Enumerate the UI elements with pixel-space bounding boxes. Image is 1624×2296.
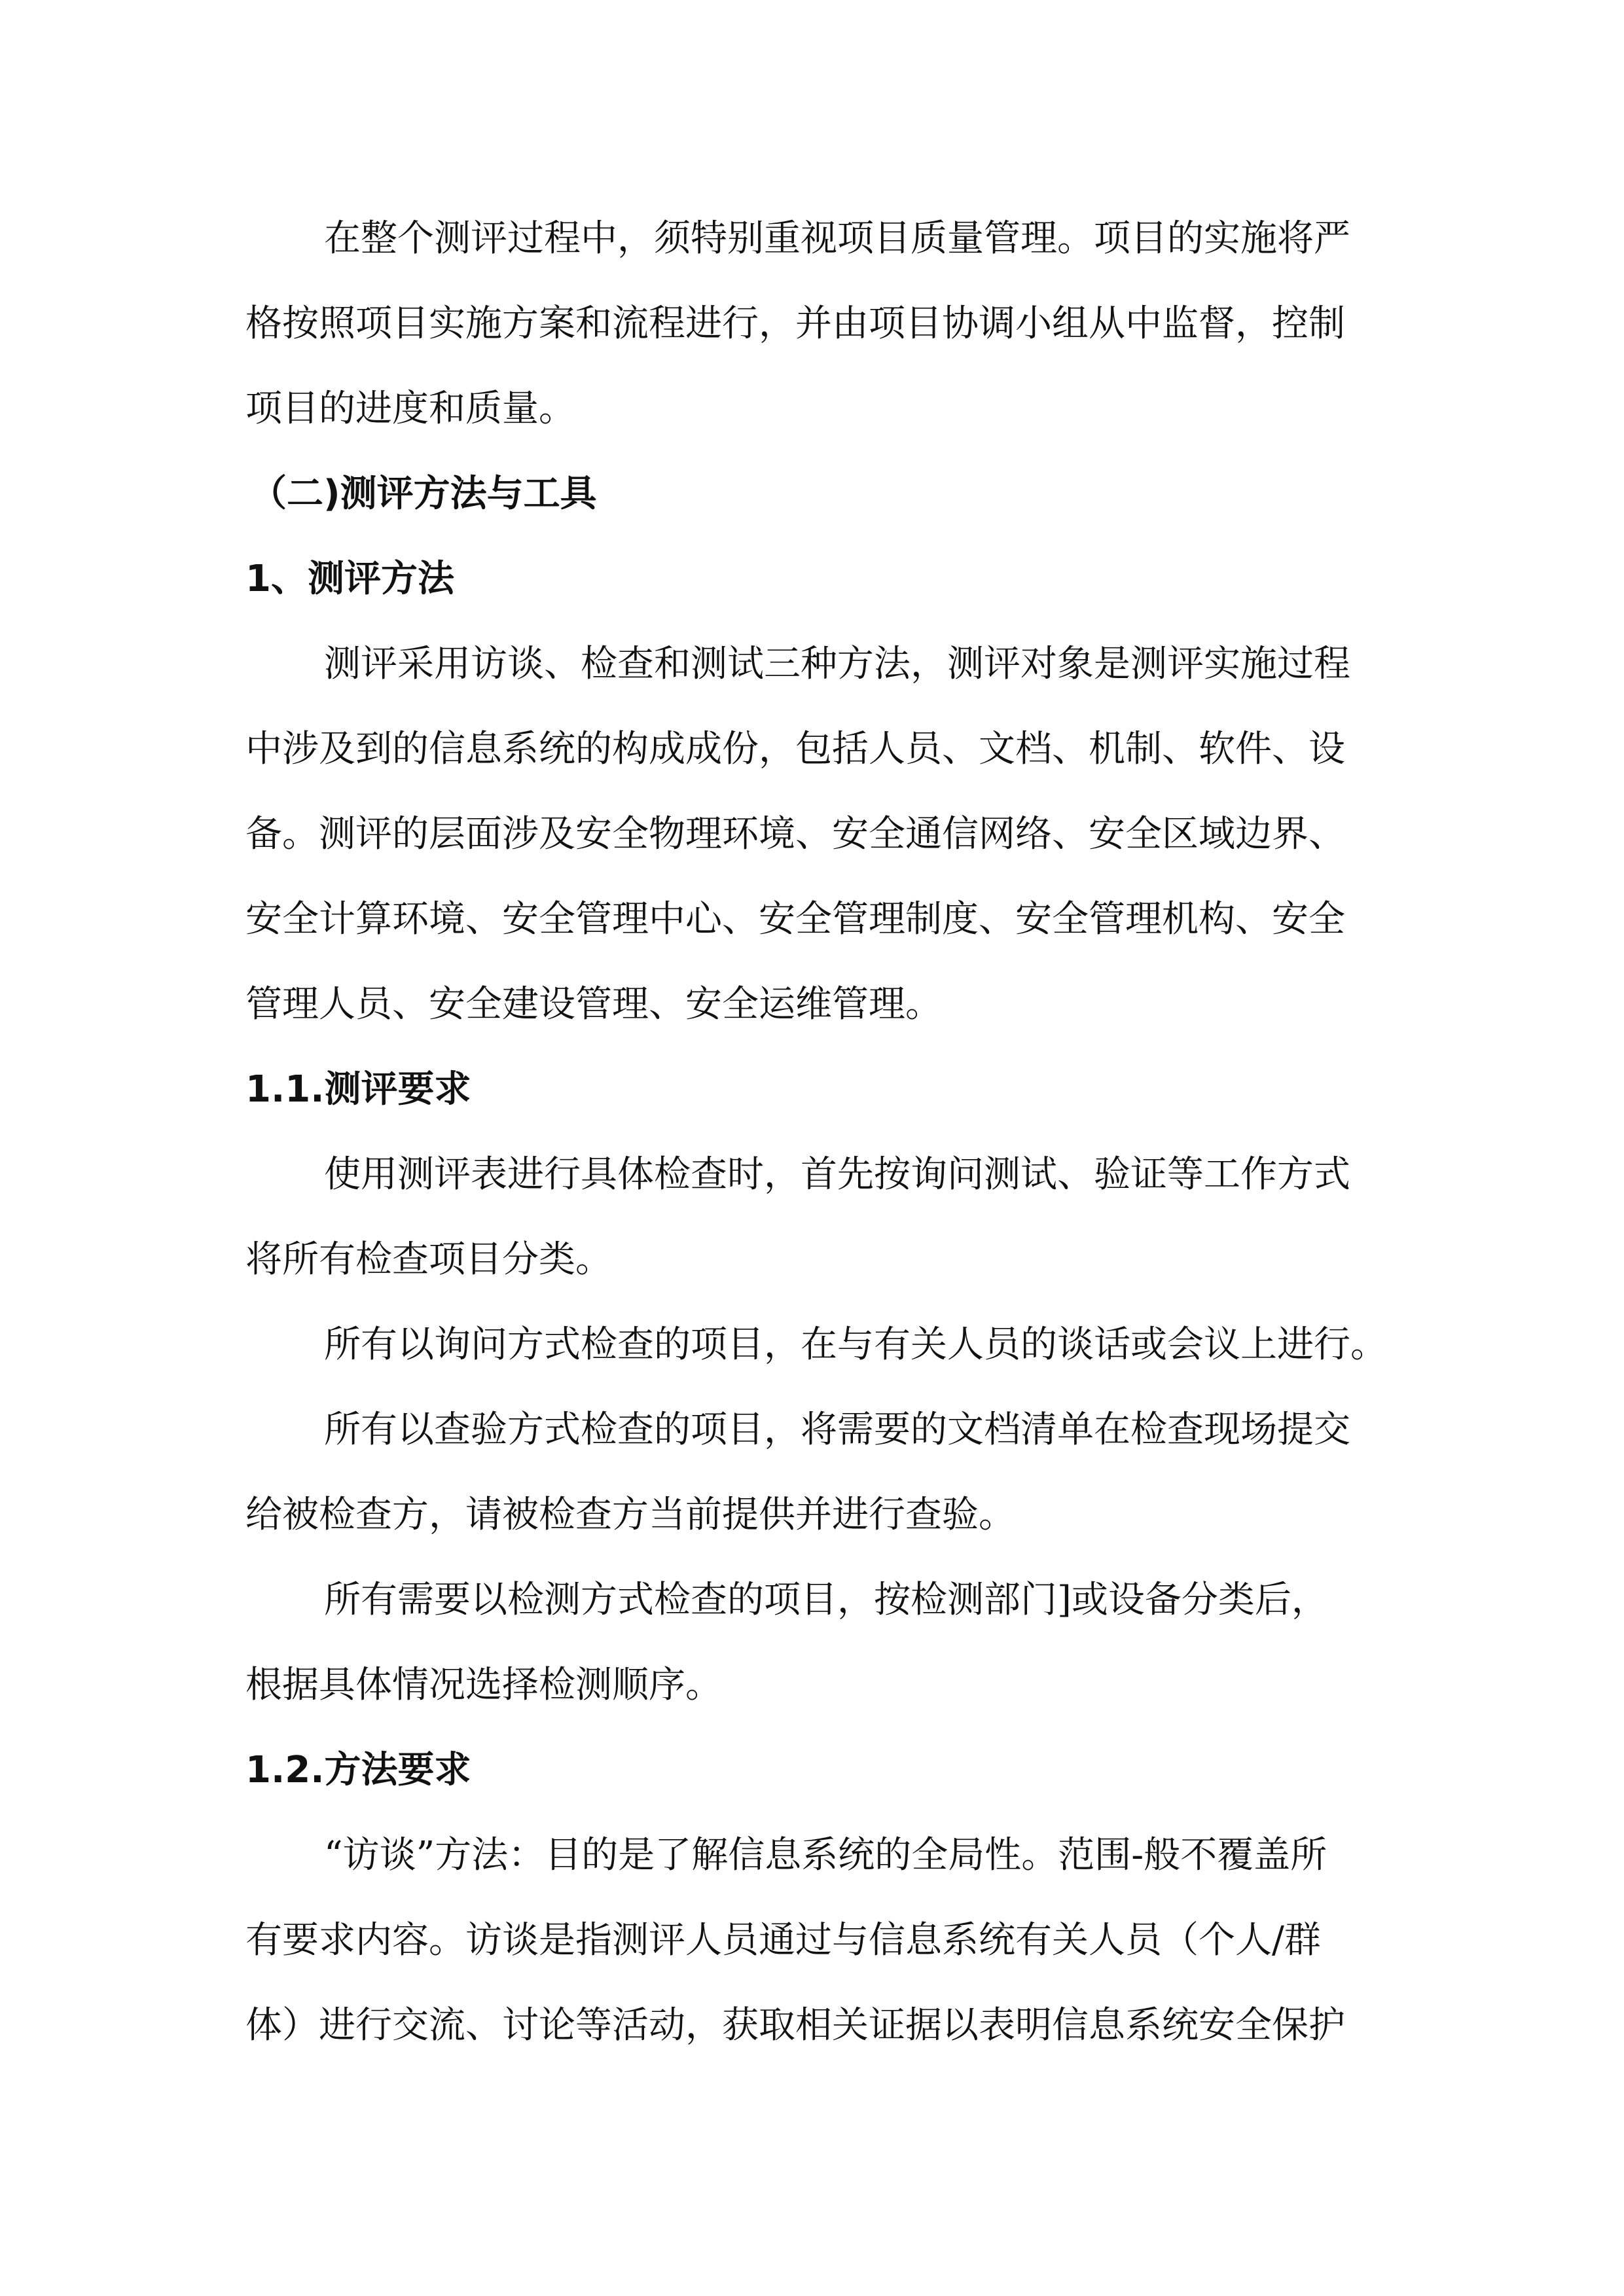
paragraph-line: 中涉及到的信息系统的构成成份，包括人员、文档、机制、软件、设 [245,728,1345,770]
subsection-heading: 1.1.测评要求 [245,1068,471,1111]
paragraph-line: 格按照项目实施方案和流程进行，并由项目协调小组从中监督，控制 [245,302,1345,345]
paragraph-line: 安全计算环境、安全管理中心、安全管理制度、安全管理机构、安全 [245,898,1345,941]
paragraph-line: 根据具体情况选择检测顺序。 [245,1664,722,1706]
paragraph-line: “访谈”方法：目的是了解信息系统的全局性。范围-般不覆盖所 [324,1834,1327,1876]
paragraph-line: 所有以询问方式检查的项目，在与有关人员的谈话或会议上进行。 [324,1323,1387,1366]
paragraph-line: 所有以查验方式检查的项目，将需要的文档清单在检查现场提交 [324,1408,1350,1451]
paragraph-line: 将所有检查项目分类。 [245,1238,612,1281]
paragraph-line: 管理人员、安全建设管理、安全运维管理。 [245,983,942,1026]
paragraph-line: 项目的进度和质量。 [245,387,575,430]
paragraph-line: 所有需要以检测方式检查的项目，按检测部门]或设备分类后， [324,1579,1328,1621]
paragraph-line: 在整个测评过程中，须特别重视项目质量管理。项目的实施将严 [324,217,1350,260]
paragraph-line: 备。测评的层面涉及安全物理环境、安全通信网络、安全区域边界、 [245,813,1345,855]
subsection-heading: 1、测评方法 [245,558,454,600]
paragraph-line: 使用测评表进行具体检查时，首先按询问测试、验证等工作方式 [324,1153,1350,1196]
paragraph-line: 给被检查方，请被检查方当前提供并进行查验。 [245,1494,1015,1536]
paragraph-line: 体）进行交流、讨论等活动，获取相关证据以表明信息系统安全保护 [245,2004,1345,2047]
subsection-heading: 1.2.方法要求 [245,1749,471,1791]
paragraph-line: 测评采用访谈、检查和测试三种方法，测评对象是测评实施过程 [324,643,1350,685]
section-heading: （二)测评方法与工具 [250,473,597,515]
paragraph-line: 有要求内容。访谈是指测评人员通过与信息系统有关人员（个人/群 [245,1919,1321,1962]
